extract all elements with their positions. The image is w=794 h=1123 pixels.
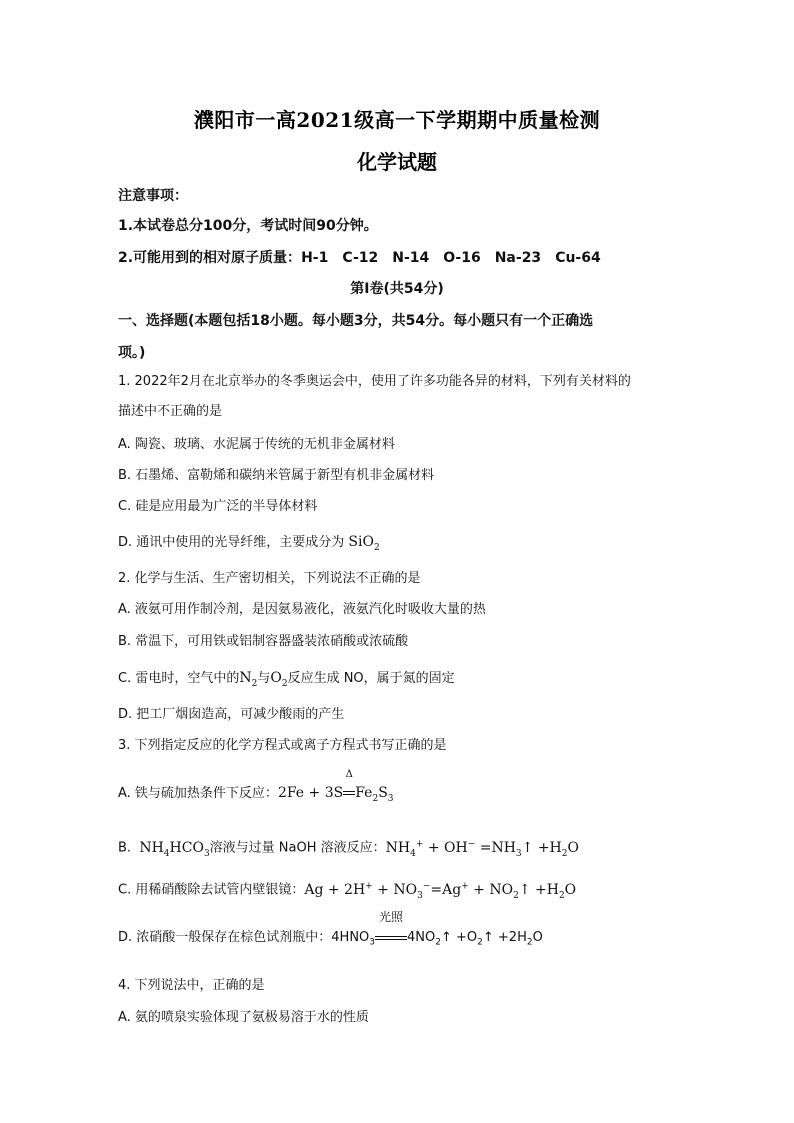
light-condition-text: 光照: [379, 910, 404, 924]
notice-item-1: 1.本试卷总分100分，考试时间90分钟。: [118, 218, 378, 234]
mass-n: N-14: [392, 250, 430, 266]
q1-option-c: C. 硅是应用最为广泛的半导体材料: [118, 499, 318, 514]
mass-c: C-12: [342, 250, 379, 266]
section-heading-line1: 一、选择题(本题包括18小题。每小题3分，共54分。每小题只有一个正确选: [118, 313, 594, 329]
b-eq-nh: NH: [385, 839, 411, 856]
c-eq-h2: ↑ +H: [518, 881, 559, 898]
q3-b-label: B.: [118, 840, 140, 856]
b-eq-nh3: =NH: [475, 839, 516, 856]
heat-symbol: Δ: [345, 769, 353, 780]
q4-option-a: A. 氨的喷泉实验体现了氨极易溶于水的性质: [118, 1010, 369, 1025]
o2-formula: [270, 670, 288, 689]
q3-b-text: 溶液与过量 NaOH 溶液反应：: [209, 840, 386, 856]
d-eq-no2: 4NO: [407, 930, 436, 945]
d-eq-hno3-sub: 3: [369, 937, 376, 948]
o2-base: O: [270, 670, 282, 686]
q2-stem: 2. 化学与生活、生产密切相关，下列说法不正确的是: [118, 571, 421, 586]
q1-stem-line1: 1. 2022年2月在北京举办的冬季奥运会中，使用了许多功能各异的材料，下列有关材料的: [118, 374, 631, 389]
q3-d-equation: [331, 910, 543, 948]
notice-heading: 注意事项：: [118, 188, 188, 204]
q3-a-s: S: [378, 785, 388, 801]
q3-stem: 3. 下列指定反应的化学方程式或离子方程式书写正确的是: [118, 738, 447, 753]
q3-option-c: [118, 876, 576, 905]
mass-na: Na-23: [494, 250, 542, 266]
exam-title: 濮阳市一高2021级高一下学期期中质量检测: [193, 108, 601, 132]
q2-option-a: A. 液氨可用作制冷剂，是因氨易液化，液氨汽化时吸收大量的热: [118, 602, 486, 617]
c-eq-no2-sub: 2: [513, 890, 519, 901]
c-eq-no3-sub: 3: [417, 890, 423, 901]
d-eq-o2-sub: 2: [477, 937, 483, 948]
b-eq-nh-sub: 4: [410, 848, 416, 859]
q3-a-fe: Fe: [355, 785, 373, 801]
sio2-sub: 2: [373, 542, 380, 553]
b-eq-o: O: [567, 839, 579, 856]
q3-a-s-sub: 3: [387, 793, 394, 804]
q1-option-b: B. 石墨烯、富勒烯和碳纳米管属于新型有机非金属材料: [118, 468, 435, 483]
q3-c-equation: [304, 881, 577, 901]
q2-option-c: [118, 668, 455, 694]
hco3-base: HCO: [169, 839, 204, 856]
q2-c-text-2: 与: [257, 671, 271, 686]
q3-d-text: D. 浓硝酸一般保存在棕色试剂瓶中：: [118, 930, 332, 945]
nh4-sub: 4: [163, 848, 170, 859]
q1-option-d: [118, 532, 380, 558]
q3-a-equation: [277, 769, 394, 804]
d-eq-o2: ↑ +O: [441, 930, 478, 945]
q4-stem: 4. 下列说法中，正确的是: [118, 978, 265, 993]
c-eq-h-sup: +: [365, 881, 373, 891]
hco3-sub: 3: [203, 848, 210, 859]
notice-item-2-prefix: 2.可能用到的相对原子质量：: [118, 250, 302, 266]
o2-sub: 2: [281, 678, 288, 689]
q2-c-text-3: 反应生成 NO，属于氮的固定: [287, 671, 455, 686]
q2-option-b: B. 常温下，可用铁或铝制容器盛装浓硝酸或浓硫酸: [118, 634, 409, 649]
b-eq-oh-sup: −: [467, 839, 476, 849]
q3-c-text: C. 用稀硝酸除去试管内壁银镜：: [118, 882, 305, 898]
b-eq-nh3-sub: 3: [515, 848, 522, 859]
section-heading-line2: 项。): [118, 345, 146, 361]
d-eq-h2-sub: 2: [526, 937, 533, 948]
mass-o: O-16: [443, 250, 481, 266]
b-eq-oh: + OH: [423, 839, 468, 856]
sio2-base: SiO: [348, 534, 374, 550]
q2-option-d: D. 把工厂烟囱造高，可减少酸雨的产生: [118, 707, 345, 722]
c-eq-ag-sup: +: [461, 881, 469, 891]
q1-option-d-formula: [348, 534, 380, 553]
nh4-base: NH: [139, 839, 164, 856]
q3-a-lhs: 2Fe + 3S: [277, 785, 344, 801]
d-eq-o: O: [532, 930, 543, 945]
c-eq-no2: + NO: [468, 881, 514, 898]
b-eq-nh-sup: +: [415, 839, 424, 849]
q1-option-d-text: D. 通讯中使用的光导纤维，主要成分为: [118, 535, 345, 550]
heat-condition-sign: [343, 769, 355, 803]
light-condition-sign: [375, 910, 407, 948]
q1-stem-line2: 描述中不正确的是: [118, 404, 223, 419]
notice-item-2: [118, 248, 601, 268]
mass-h: H-1: [301, 250, 329, 266]
c-eq-no3-sup: −: [422, 881, 431, 891]
d-eq-hno3: 4HNO: [331, 930, 370, 945]
b-eq-h-sub: 2: [561, 848, 568, 859]
n2-base: N: [239, 670, 252, 686]
q3-a-fe-sub: 2: [372, 793, 379, 804]
n2-sub: 2: [251, 678, 258, 689]
c-eq-no3: + NO: [372, 881, 418, 898]
c-eq-h2-sub: 2: [558, 890, 565, 901]
b-eq-h: ↑ +H: [521, 839, 562, 856]
mass-cu: Cu-64: [555, 250, 601, 266]
q3-option-a: [118, 769, 394, 809]
c-eq-ag-h: Ag + 2H: [304, 881, 366, 898]
q3-option-b: [118, 834, 579, 863]
c-eq-ag: =Ag: [430, 881, 462, 898]
q3-b-equation: [385, 839, 579, 859]
q3-option-d: [118, 910, 543, 953]
part-1-title: 第Ⅰ卷(共54分): [350, 281, 444, 297]
q1-option-a: A. 陶瓷、玻璃、水泥属于传统的无机非金属材料: [118, 437, 395, 452]
d-eq-h2: ↑ +2H: [482, 930, 527, 945]
c-eq-o: O: [564, 881, 577, 898]
n2-formula: [239, 670, 258, 689]
q3-a-text: A. 铁与硫加热条件下反应：: [118, 786, 278, 801]
q2-c-text-1: C. 雷电时，空气中的: [118, 671, 240, 686]
exam-subtitle: 化学试题: [357, 150, 437, 174]
d-eq-no2-sub: 2: [435, 937, 441, 948]
nh4hco3-formula: [139, 839, 210, 859]
